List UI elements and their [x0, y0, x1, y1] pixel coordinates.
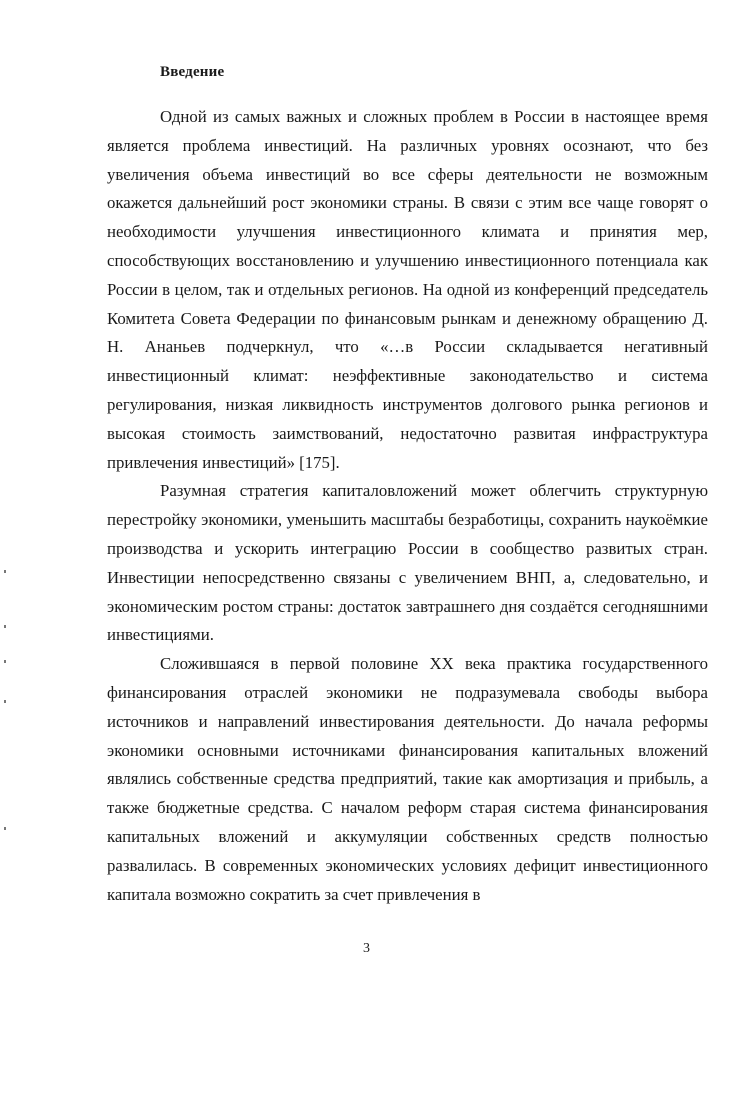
paragraph-1: Одной из самых важных и сложных проблем в России в настоящее время является проблема инвестиций. На различных уровнях осознают, что без увеличения объема инвестиций во все сферы деятельности не возможным окажется дальнейший рост экономики страны. В связи с этим все чаще говорят о необходимости улучшения инвестиционного климата и принятия мер, способствующих восстановлению и улучшению инвестиционного потенциала как России в целом, так и отдельных регионов. На одной из конференций председатель Комитета Совета Федерации по финансовым рынкам и денежному обращению Д. Н. Ананьев подчеркнул, что «…в России складывается негативный инвестиционный климат: неэффективные законодательство и система регулирования, низкая ликвидность инструментов долгового рынка регионов и высокая стоимость заимствований, недостаточно развитая инфраструктура привлечения инвестиций» [175]. [107, 107, 708, 472]
scan-artifact-mark [4, 660, 6, 663]
scan-artifact-mark [4, 625, 6, 628]
section-heading: Введение [160, 64, 225, 80]
body-text [107, 103, 708, 909]
paragraph-2: Разумная стратегия капиталовложений может облегчить структурную перестройку экономики, уменьшить масштабы безработицы, сохранить наукоёмкие производства и ускорить интеграцию России в сообщество развитых стран. Инвестиции непосредственно связаны с увеличением ВНП, а, следовательно, и экономическим ростом страны: достаток завтрашнего дня создаётся сегодняшними инвестициями. [107, 481, 708, 645]
scan-artifact-mark [4, 827, 6, 830]
scan-artifact-mark [4, 570, 6, 573]
page-number: 3 [363, 941, 370, 956]
paragraph-3: Сложившаяся в первой половине XX века практика государственного финансирования отраслей экономики не подразумевала свободы выбора источников и направлений инвестирования деятельности. До начала реформы экономики основными источниками финансирования капитальных вложений являлись собственные средства предприятий, такие как амортизация и прибыль, а также бюджетные средства. С началом реформ старая система финансирования капитальных вложений и аккумуляции собственных средств полностью развалилась. В современных экономических условиях дефицит инвестиционного капитала возможно сократить за счет привлечения в [107, 654, 708, 904]
scan-artifact-mark [4, 700, 6, 703]
